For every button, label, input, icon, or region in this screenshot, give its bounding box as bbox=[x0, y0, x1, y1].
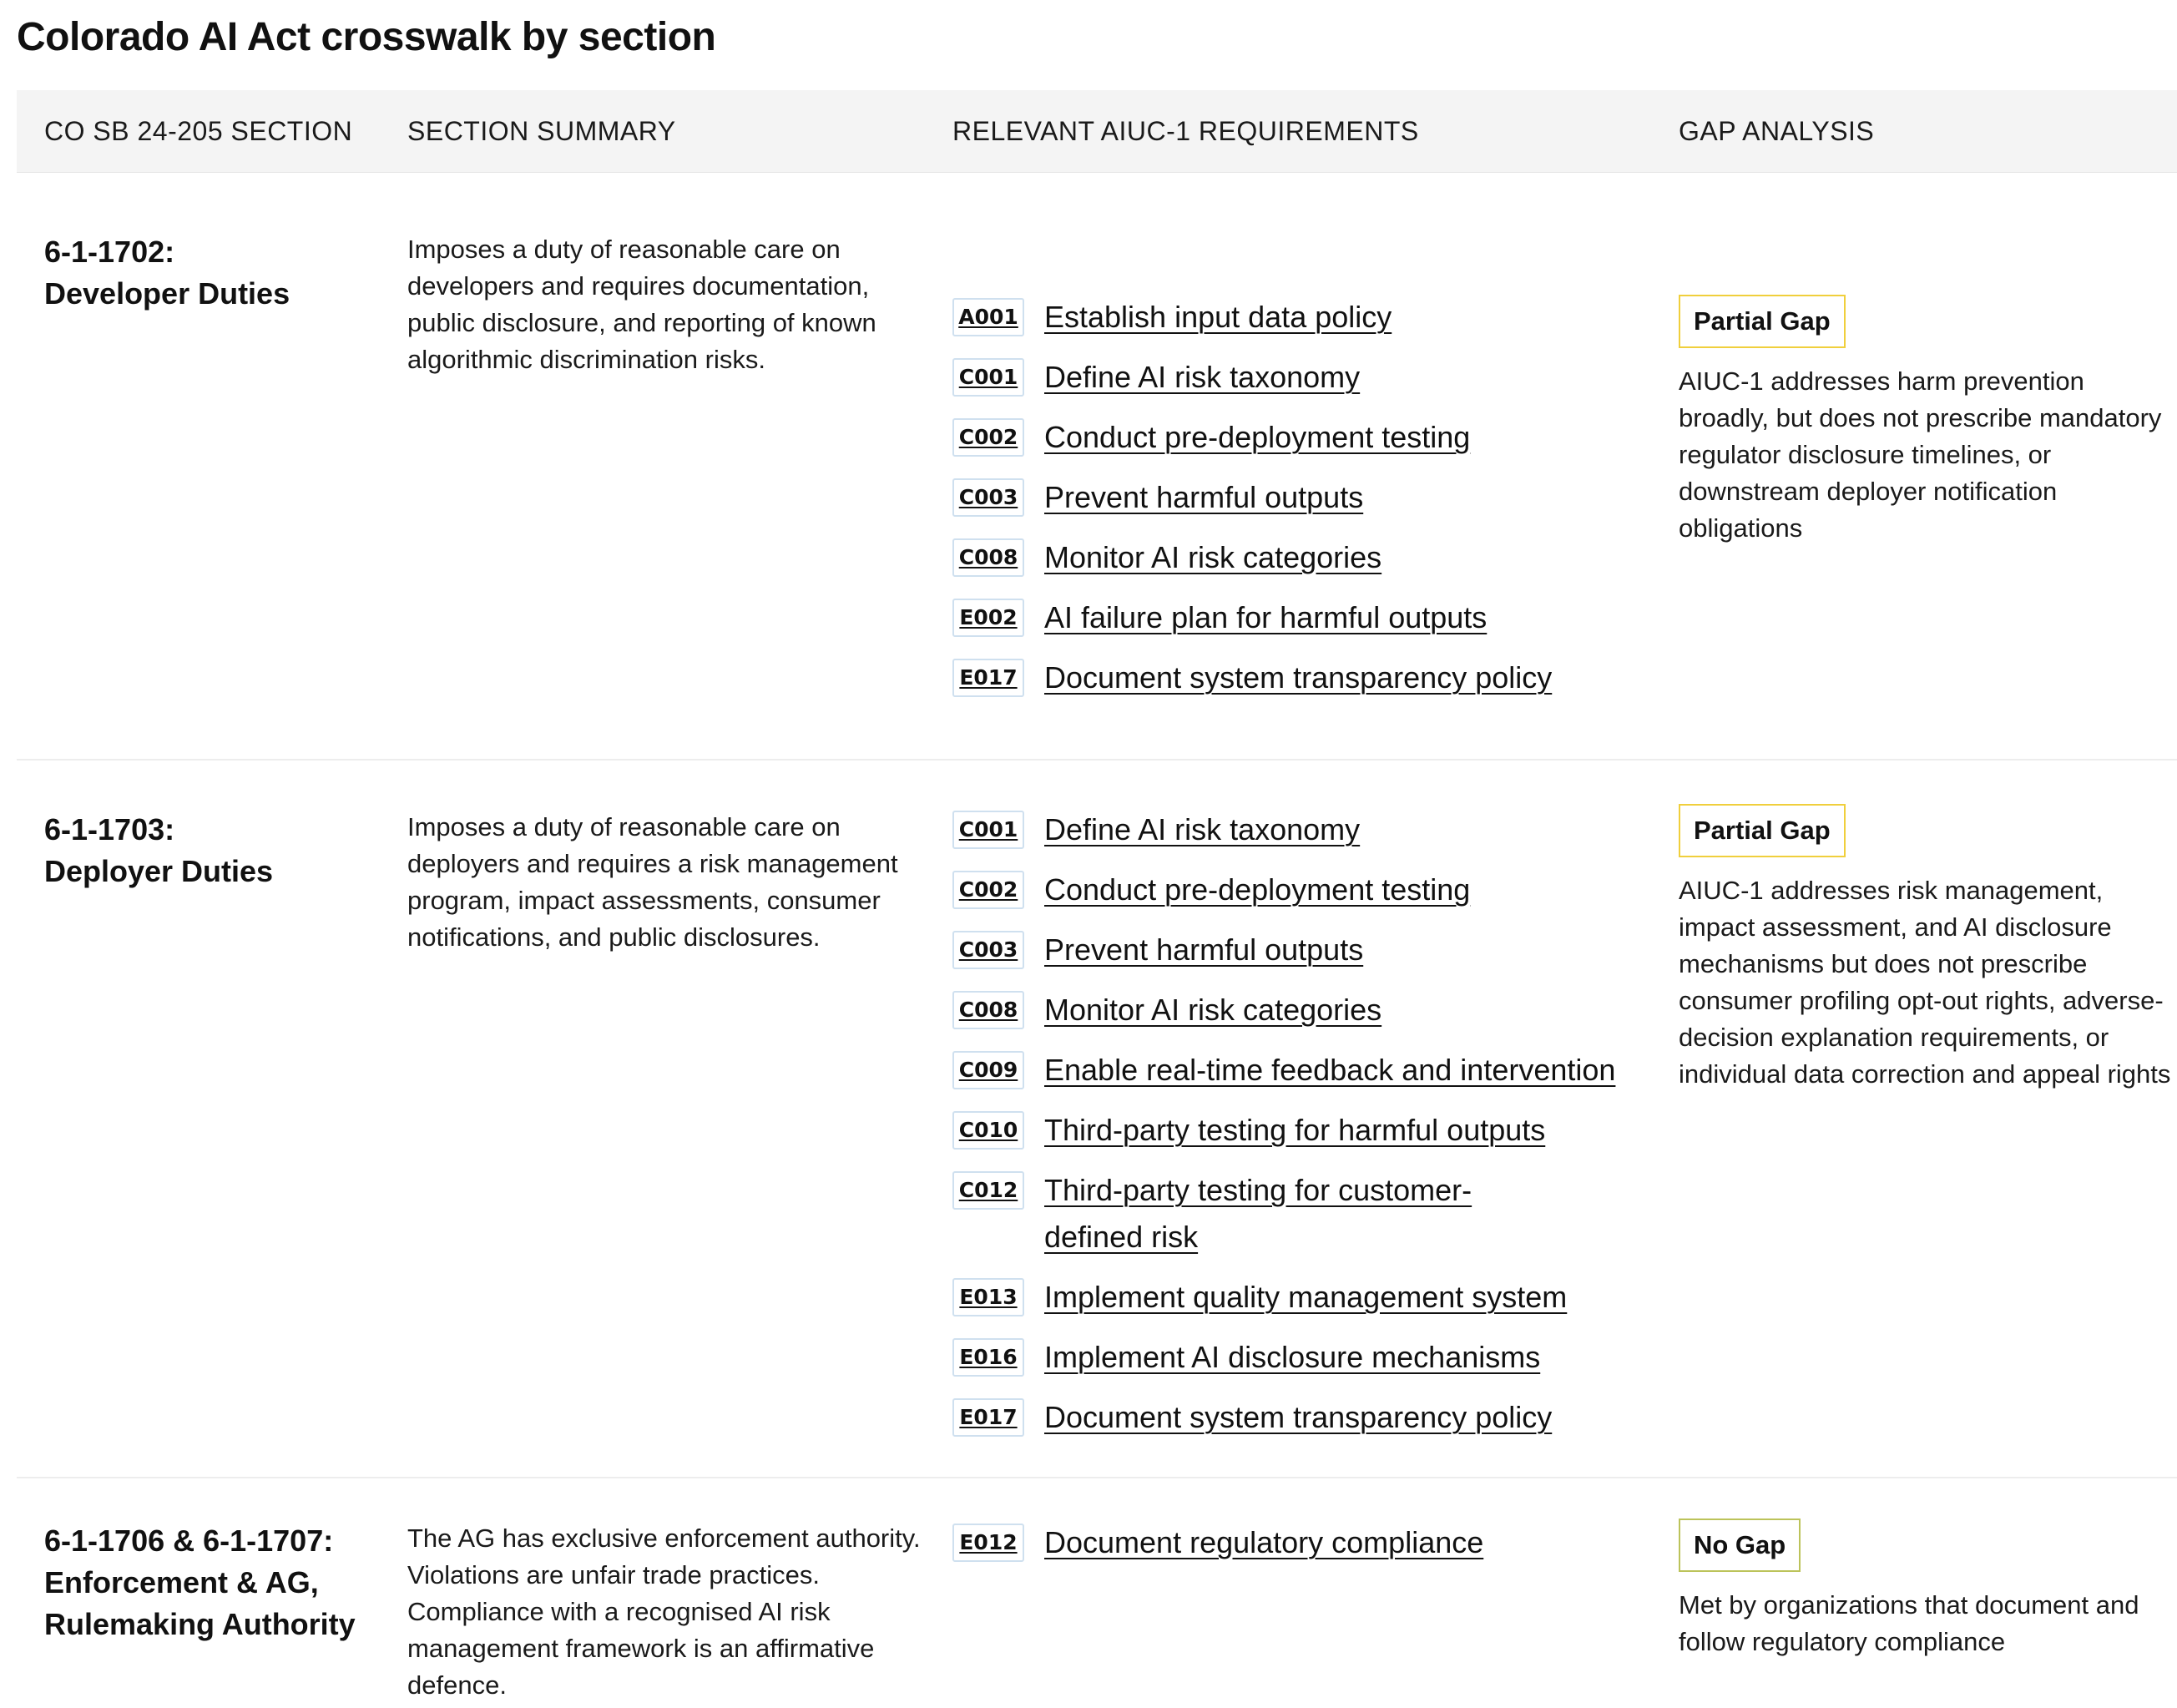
table-row bbox=[17, 1478, 2177, 1708]
requirement-item bbox=[952, 659, 1662, 719]
requirement-link[interactable]: Monitor AI risk categories bbox=[1044, 993, 1382, 1027]
requirement-code-tag[interactable]: A001 bbox=[952, 298, 1024, 336]
crosswalk-table bbox=[17, 90, 2177, 1708]
requirement-link[interactable]: Enable real-time feedback and intervention bbox=[1044, 1053, 1616, 1087]
requirement-code-tag[interactable]: C003 bbox=[952, 478, 1024, 517]
requirement-item bbox=[952, 871, 1662, 931]
requirement-code-tag[interactable]: C010 bbox=[952, 1111, 1024, 1150]
requirement-list bbox=[952, 1524, 1662, 1584]
requirement-link[interactable]: Prevent harmful outputs bbox=[1044, 932, 1364, 967]
gap-status-badge: Partial Gap bbox=[1679, 804, 1846, 857]
requirement-link[interactable]: Define AI risk taxonomy bbox=[1044, 812, 1361, 846]
requirement-list bbox=[952, 298, 1662, 719]
summary-cell bbox=[407, 1520, 925, 1704]
requirement-link[interactable]: Conduct pre-deployment testing bbox=[1044, 872, 1471, 907]
section-name: Deployer Duties bbox=[44, 854, 274, 888]
requirement-link[interactable]: Implement AI disclosure mechanisms bbox=[1044, 1340, 1541, 1374]
section-summary: The AG has exclusive enforcement authority. Violations are unfair trade practices. Compliance with a recognised AI risk management framework is an affirmative defence. bbox=[407, 1524, 921, 1700]
requirement-item bbox=[952, 478, 1662, 538]
table-header bbox=[17, 90, 2177, 173]
requirement-link[interactable]: Establish input data policy bbox=[1044, 300, 1392, 334]
requirement-link[interactable]: Conduct pre-deployment testing bbox=[1044, 420, 1471, 454]
gap-analysis-text: Met by organizations that document and follow regulatory compliance bbox=[1679, 1590, 2139, 1656]
requirement-link[interactable]: Document system transparency policy bbox=[1044, 1400, 1553, 1434]
requirement-item bbox=[952, 1398, 1662, 1458]
header-gap-analysis: GAP ANALYSIS bbox=[1679, 116, 1875, 146]
requirement-code-tag[interactable]: E012 bbox=[952, 1524, 1024, 1562]
requirement-code-tag[interactable]: E017 bbox=[952, 1398, 1024, 1437]
requirement-code-tag[interactable]: E017 bbox=[952, 659, 1024, 697]
section-cell bbox=[44, 231, 378, 315]
requirement-link[interactable]: Implement quality management system bbox=[1044, 1280, 1568, 1314]
gap-cell bbox=[1679, 804, 2177, 1093]
requirement-item bbox=[952, 931, 1662, 991]
requirement-item bbox=[952, 298, 1662, 358]
summary-cell bbox=[407, 809, 925, 956]
requirement-item bbox=[952, 358, 1662, 418]
requirement-code-tag[interactable]: C002 bbox=[952, 418, 1024, 457]
requirement-code-tag[interactable]: C002 bbox=[952, 871, 1024, 909]
requirement-link[interactable]: AI failure plan for harmful outputs bbox=[1044, 600, 1488, 634]
section-name: Enforcement & AG, Rulemaking Authority bbox=[44, 1565, 356, 1641]
requirement-list bbox=[952, 811, 1662, 1458]
requirements-cell bbox=[952, 811, 1662, 1458]
requirement-link[interactable]: Define AI risk taxonomy bbox=[1044, 360, 1361, 394]
requirement-item bbox=[952, 1051, 1662, 1111]
page-title: Colorado AI Act crosswalk by section bbox=[17, 15, 716, 59]
requirement-link[interactable]: Third-party testing for harmful outputs bbox=[1044, 1113, 1546, 1147]
requirement-code-tag[interactable]: C001 bbox=[952, 358, 1024, 397]
requirement-item bbox=[952, 1278, 1662, 1338]
requirement-link[interactable]: Document system transparency policy bbox=[1044, 660, 1553, 695]
header-requirements: RELEVANT AIUC-1 REQUIREMENTS bbox=[952, 116, 1419, 146]
requirement-item bbox=[952, 991, 1662, 1051]
requirement-code-tag[interactable]: E013 bbox=[952, 1278, 1024, 1316]
requirement-item bbox=[952, 811, 1662, 871]
gap-cell bbox=[1679, 295, 2177, 547]
requirement-code-tag[interactable]: C012 bbox=[952, 1171, 1024, 1210]
table-row bbox=[17, 173, 2177, 761]
requirement-code-tag[interactable]: C001 bbox=[952, 811, 1024, 849]
requirements-cell bbox=[952, 1524, 1662, 1584]
gap-status-badge: No Gap bbox=[1679, 1519, 1801, 1572]
requirement-code-tag[interactable]: C008 bbox=[952, 991, 1024, 1029]
requirement-item bbox=[952, 1171, 1662, 1278]
section-code: 6-1-1702: bbox=[44, 235, 175, 269]
section-cell bbox=[44, 809, 378, 892]
requirement-code-tag[interactable]: C008 bbox=[952, 538, 1024, 577]
gap-cell bbox=[1679, 1519, 2177, 1660]
requirement-item bbox=[952, 538, 1662, 599]
requirement-link[interactable]: Monitor AI risk categories bbox=[1044, 540, 1382, 574]
section-summary: Imposes a duty of reasonable care on deployers and requires a risk management program, impact assessments, consumer notifications, and public disclosures. bbox=[407, 812, 898, 952]
requirement-item bbox=[952, 1111, 1662, 1171]
requirement-code-tag[interactable]: E002 bbox=[952, 599, 1024, 637]
gap-status-badge: Partial Gap bbox=[1679, 295, 1846, 348]
requirement-code-tag[interactable]: C009 bbox=[952, 1051, 1024, 1089]
requirements-cell bbox=[952, 298, 1662, 719]
requirement-item bbox=[952, 599, 1662, 659]
summary-cell bbox=[407, 231, 925, 378]
header-summary: SECTION SUMMARY bbox=[407, 116, 676, 146]
section-code: 6-1-1706 & 6-1-1707: bbox=[44, 1524, 334, 1558]
gap-analysis-text: AIUC-1 addresses harm prevention broadly, but does not prescribe mandatory regulator disclosure timelines, or downstream deployer notification obligations bbox=[1679, 366, 2162, 543]
section-cell bbox=[44, 1520, 378, 1645]
requirement-link[interactable]: Prevent harmful outputs bbox=[1044, 480, 1364, 514]
section-summary: Imposes a duty of reasonable care on developers and requires documentation, public disclosure, and reporting of known algorithmic discrimination risks. bbox=[407, 235, 876, 374]
section-code: 6-1-1703: bbox=[44, 812, 175, 846]
gap-analysis-text: AIUC-1 addresses risk management, impact assessment, and AI disclosure mechanisms but does not prescribe consumer profiling opt-out rights, adverse-decision explanation requirements, or individual data correction and appeal rights bbox=[1679, 876, 2171, 1089]
table-row bbox=[17, 761, 2177, 1478]
requirement-code-tag[interactable]: C003 bbox=[952, 931, 1024, 969]
requirement-item bbox=[952, 418, 1662, 478]
requirement-item bbox=[952, 1338, 1662, 1398]
header-section: CO SB 24-205 SECTION bbox=[44, 116, 353, 146]
section-name: Developer Duties bbox=[44, 276, 290, 311]
requirement-code-tag[interactable]: E016 bbox=[952, 1338, 1024, 1377]
requirement-link[interactable]: Third-party testing for customer-defined risk bbox=[1044, 1173, 1472, 1254]
requirement-link[interactable]: Document regulatory compliance bbox=[1044, 1525, 1484, 1559]
requirement-item bbox=[952, 1524, 1662, 1584]
